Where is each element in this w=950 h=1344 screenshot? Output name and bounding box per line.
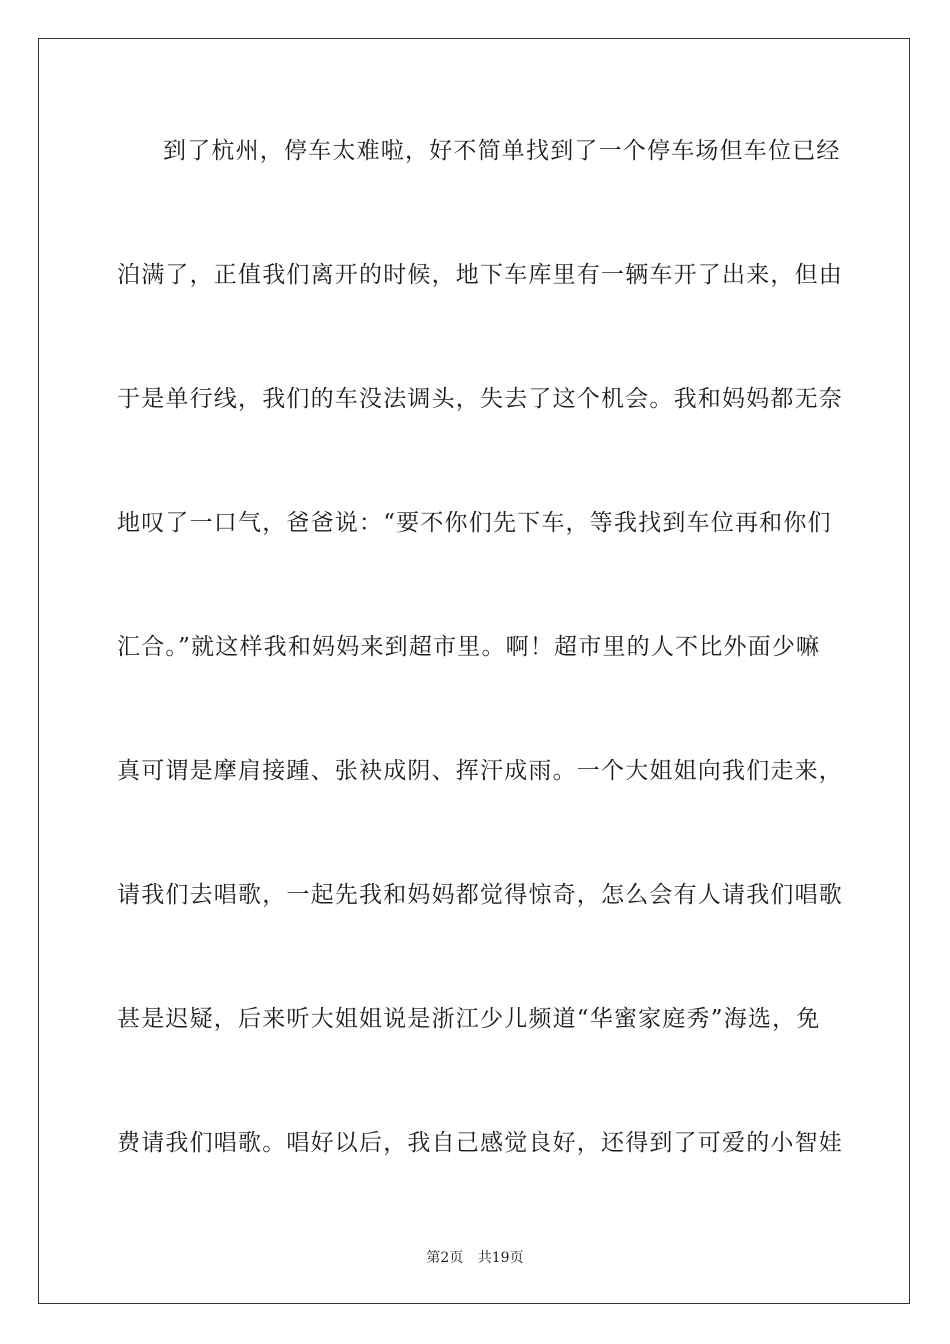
text-line: 请我们去唱歌，一起先我和妈妈都觉得惊奇，怎么会有人请我们唱歌 [117, 882, 843, 908]
text-line: 真可谓是摩肩接踵、张袂成阴、挥汗成雨。一个大姐姐向我们走来， [117, 758, 843, 784]
text-line: 于是单行线，我们的车没法调头，失去了这个机会。我和妈妈都无奈 [117, 386, 843, 412]
page-total: 共19页 [477, 1250, 524, 1266]
body-text [117, 128, 843, 1244]
text-line: 泊满了，正值我们离开的时候，地下车库里有一辆车开了出来，但由 [117, 262, 843, 288]
text-line: 汇合。”就这样我和妈妈来到超市里。啊！超市里的人不比外面少嘛 [117, 634, 821, 660]
text-line: 甚是迟疑，后来听大姐姐说是浙江少儿频道“华蜜家庭秀”海选，免 [117, 1006, 821, 1032]
page-footer [0, 1247, 950, 1267]
page-number: 第2页 [426, 1250, 464, 1266]
text-line: 费请我们唱歌。唱好以后，我自己感觉良好，还得到了可爱的小智娃 [117, 1130, 843, 1156]
text-line: 到了杭州，停车太难啦，好不简单找到了一个停车场但车位已经 [163, 138, 841, 164]
text-line: 地叹了一口气，爸爸说：“要不你们先下车，等我找到车位再和你们 [117, 510, 832, 536]
